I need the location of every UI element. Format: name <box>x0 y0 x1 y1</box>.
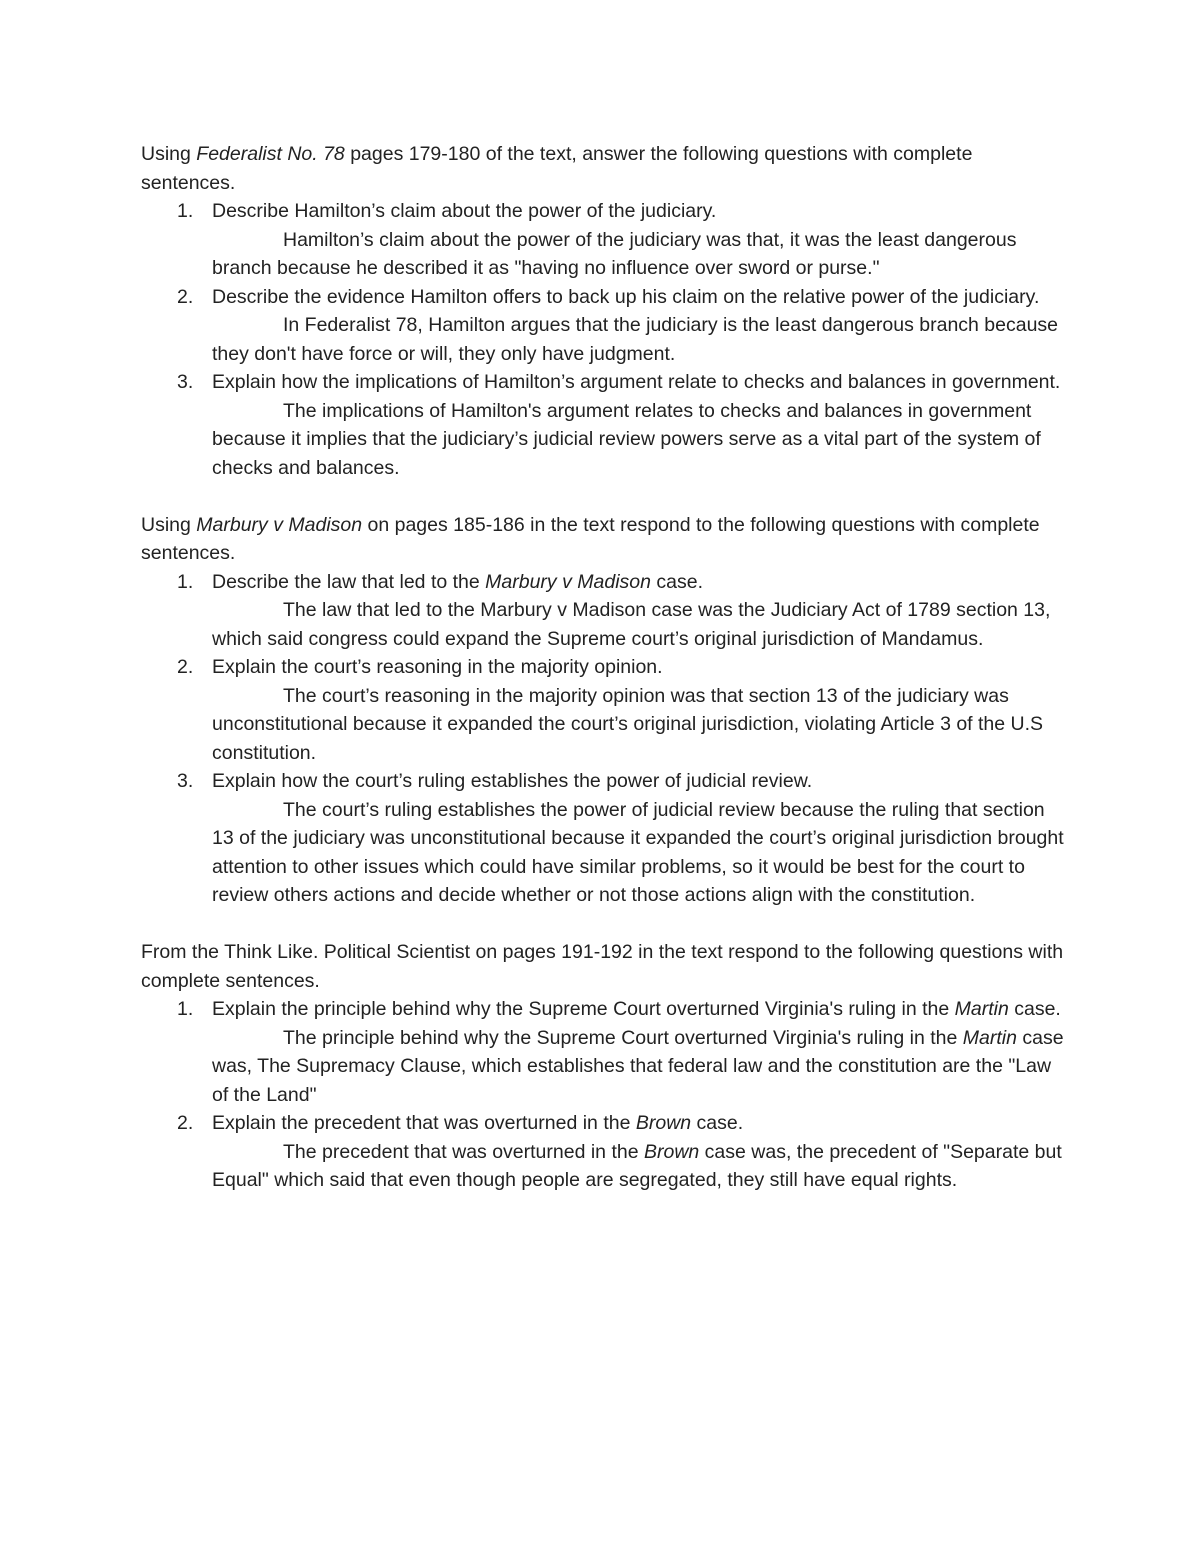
question-number: 3. <box>177 371 194 393</box>
answer-text-part: The court’s reasoning in the majority opinion was that section 13 of the judiciary was unconstitutional because it expanded the court’s original jurisdiction, violating Article 3 of the U.S constitution. <box>212 684 1044 764</box>
section-federalist-78 <box>141 140 1070 482</box>
question-number: 1. <box>177 200 194 222</box>
section-marbury-v-madison <box>141 511 1070 910</box>
answer-text <box>212 1138 1070 1195</box>
answer-text <box>212 596 1070 653</box>
question-text-part: Explain the precedent that was overturned in the <box>212 1112 636 1134</box>
question-number: 2. <box>177 1112 194 1134</box>
answer-text-part: case was, the precedent of "Separate but Equal" which said that even though people are segregated, they still have equal rights. <box>212 1140 1062 1191</box>
section-intro <box>141 511 1070 568</box>
section-intro <box>141 938 1070 995</box>
answer-text-part: Hamilton’s claim about the power of the judiciary was that, it was the least dangerous branch because he described it as "having no influence over sword or purse." <box>212 228 1017 279</box>
question-item <box>141 767 1070 910</box>
answer-text-part: The principle behind why the Supreme Court overturned Virginia's ruling in the <box>283 1026 963 1049</box>
question-number: 1. <box>177 998 194 1020</box>
section-think-like-political-scientist <box>141 938 1070 1195</box>
answer-text-part: case was, The Supremacy Clause, which establishes that federal law and the constitution are the "Law of the Land" <box>212 1026 1064 1106</box>
answer-text-part: The implications of Hamilton's argument relates to checks and balances in government because it implies that the judiciary’s judicial review powers serve as a vital part of the system of checks and balances. <box>212 399 1041 479</box>
question-italic: Martin <box>954 998 1009 1020</box>
answer-text <box>212 311 1070 368</box>
question-text-part: case. <box>1008 998 1061 1020</box>
intro-text: Using <box>141 513 197 536</box>
question-text-part: Describe the evidence Hamilton offers to back up his claim on the relative power of the judiciary. <box>212 285 1040 308</box>
question-number: 1. <box>177 570 194 593</box>
answer-text <box>212 226 1070 283</box>
question-text-part: Describe Hamilton’s claim about the power of the judiciary. <box>212 200 717 222</box>
section-intro <box>141 140 1070 197</box>
question-text-part: case. <box>691 1112 744 1134</box>
intro-text: From the Think Like. Political Scientist on pages 191-192 in the text respond to the following questions with complete sentences. <box>141 941 1064 992</box>
intro-italic: Federalist No. 78 <box>196 143 345 165</box>
question-text-part: Describe the law that led to the <box>212 570 486 593</box>
question-list <box>141 568 1070 910</box>
answer-text-part: The law that led to the Marbury v Madison case was the Judiciary Act of 1789 section 13, which said congress could expand the Supreme court’s original jurisdiction of Mandamus. <box>212 599 1051 650</box>
answer-text-part: In Federalist 78, Hamilton argues that the judiciary is the least dangerous branch because they don't have force or will, they only have judgment. <box>212 314 1059 365</box>
question-text <box>212 995 1070 1024</box>
question-text <box>212 568 1070 597</box>
question-item <box>141 995 1070 1109</box>
question-text-part: Explain how the implications of Hamilton’s argument relate to checks and balances in government. <box>212 371 1061 393</box>
intro-italic: Marbury v Madison <box>196 513 363 536</box>
question-text-part: Explain how the court’s ruling establishes the power of judicial review. <box>212 770 813 792</box>
answer-italic: Martin <box>962 1026 1017 1049</box>
question-text-part: case. <box>650 570 703 593</box>
question-italic: Brown <box>635 1112 692 1134</box>
answer-text <box>212 682 1070 768</box>
question-text-part: Explain the court’s reasoning in the majority opinion. <box>212 656 663 678</box>
question-item <box>141 197 1070 283</box>
question-item <box>141 368 1070 482</box>
answer-text <box>212 796 1070 910</box>
question-text <box>212 368 1070 397</box>
question-text <box>212 197 1070 226</box>
question-text <box>212 1109 1070 1138</box>
question-item <box>141 653 1070 767</box>
question-item <box>141 1109 1070 1195</box>
question-item <box>141 568 1070 654</box>
answer-text <box>212 1024 1070 1110</box>
intro-text: on pages 185-186 in the text respond to the following questions with complete sentences. <box>141 513 1040 564</box>
question-number: 3. <box>177 770 194 792</box>
answer-text-part: The precedent that was overturned in the <box>283 1140 644 1163</box>
intro-text: pages 179-180 of the text, answer the following questions with complete sentences. <box>141 143 973 194</box>
question-text-part: Explain the principle behind why the Supreme Court overturned Virginia's ruling in the <box>212 998 955 1020</box>
answer-text-part: The court’s ruling establishes the power of judicial review because the ruling that section 13 of the judiciary was unconstitutional because it expanded the court’s original jurisdiction brought attention to other issues which could have similar problems, so it would be best for the court to review others actions and decide whether or not those actions align with the constitution. <box>212 798 1064 906</box>
answer-italic: Brown <box>643 1140 700 1163</box>
question-list <box>141 197 1070 482</box>
question-number: 2. <box>177 656 194 678</box>
question-text <box>212 283 1070 312</box>
question-text <box>212 767 1070 796</box>
question-list <box>141 995 1070 1195</box>
intro-text: Using <box>141 143 197 165</box>
answer-text <box>212 397 1070 483</box>
question-number: 2. <box>177 285 194 308</box>
question-item <box>141 283 1070 369</box>
question-italic: Marbury v Madison <box>485 570 651 593</box>
question-text <box>212 653 1070 682</box>
